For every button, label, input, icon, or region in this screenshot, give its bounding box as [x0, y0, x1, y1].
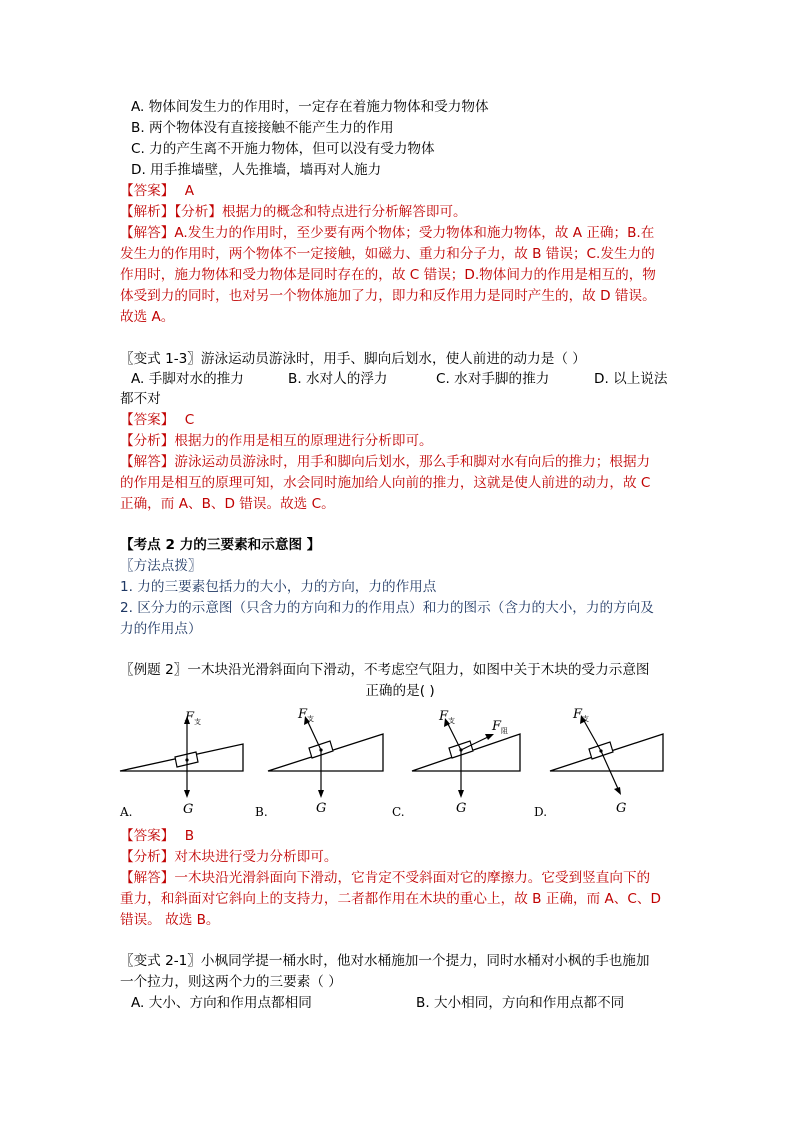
- v21-option-a: A. 大小、方向和作用点都相同: [131, 995, 312, 1011]
- support-force-arrow: [307, 720, 321, 750]
- support-force-subscript: 支: [307, 715, 314, 723]
- q1-option-d: D. 用手推墙壁，人先推墙，墙再对人施力: [131, 162, 382, 178]
- gravity-label: G: [456, 801, 467, 816]
- answer-value: B: [184, 828, 195, 844]
- support-force-label: F: [439, 709, 449, 724]
- kp2-point: 力的作用点）: [120, 621, 202, 637]
- v13-option-c: C. 水对手脚的推力: [436, 371, 550, 387]
- v13-solution-line: 正确，而 A、B、D 错误。故选 C。: [120, 496, 335, 512]
- arrowhead: [614, 787, 621, 795]
- answer-tag: 【答案】: [120, 828, 175, 844]
- v13-option-d: D. 以上说法: [594, 371, 668, 387]
- support-force-arrow: [583, 719, 601, 751]
- friction-force-label: F: [492, 719, 502, 734]
- kp2-point: 2. 区分力的示意图（只含力的方向和力的作用点）和力的图示（含力的大小，力的方向及: [120, 600, 654, 616]
- support-force-subscript: 支: [194, 718, 201, 726]
- ex2-question-line2: 正确的是( ): [365, 683, 435, 699]
- arrowhead: [318, 790, 324, 798]
- answer-tag: 【答案】: [120, 183, 175, 199]
- arrowhead: [485, 734, 494, 740]
- q1-analysis-line: 故选 A。: [120, 309, 175, 325]
- kp2-method-tag: 〖方法点拨〗: [120, 558, 202, 574]
- gravity-label: G: [183, 802, 194, 817]
- arrowhead: [458, 790, 464, 798]
- answer-value: C: [184, 412, 195, 428]
- v21-question-line2: 一个拉力，则这两个力的三要素（ ）: [120, 974, 342, 990]
- answer-value: A: [184, 183, 195, 199]
- support-force-label: F: [298, 707, 308, 722]
- v13-option-b: B. 水对人的浮力: [288, 371, 388, 387]
- figure-b: [253, 700, 393, 828]
- q1-analysis-line: 【解答】A.发生力的作用时，至少要有两个物体；受力物体和施力物体，故 A 正确；B.在: [120, 225, 655, 241]
- force-diagrams: [118, 700, 678, 828]
- support-force-subscript: 支: [582, 715, 589, 723]
- v13-analysis: 【分析】根据力的作用是相互的原理进行分析即可。: [120, 433, 433, 449]
- q1-option-c: C. 力的产生离不开施力物体，但可以没有受力物体: [131, 141, 435, 157]
- v13-option-a: A. 手脚对水的推力: [131, 371, 244, 387]
- kp2-title: 【考点 2 力的三要素和示意图 】: [120, 537, 321, 553]
- v21-question-line1: 〖变式 2-1〗小枫同学提一桶水时，他对水桶施加一个提力，同时水桶对小枫的手也施加: [120, 953, 650, 969]
- v13-solution-line: 的作用是相互的原理可知，水会同时施加给人向前的推力，这就是使人前进的动力，故 C: [120, 475, 651, 491]
- ex2-solution-line: 错误。 故选 B。: [120, 912, 220, 928]
- answer-tag: 【答案】: [120, 412, 175, 428]
- figure-label: C.: [392, 805, 405, 819]
- v13-question: 〖变式 1-3〗游泳运动员游泳时，用手、脚向后划水，使人前进的动力是（ ）: [120, 351, 586, 367]
- friction-force-subscript: 阻: [501, 727, 508, 735]
- arrowhead: [184, 790, 190, 798]
- q1-analysis-line: 【解析】【分析】根据力的概念和特点进行分析解答即可。: [120, 204, 467, 220]
- ex2-answer: [120, 826, 680, 846]
- figure-label: D.: [534, 805, 548, 819]
- q1-analysis-line: 作用时，施力物体和受力物体是同时存在的，故 C 错误；D.物体间力的作用是相互的，物: [120, 267, 656, 283]
- figure-d: [528, 700, 678, 828]
- figure-a: [118, 700, 258, 828]
- figure-label: B.: [255, 805, 268, 819]
- v13-solution-line: 【解答】游泳运动员游泳时，用手和脚向后划水，那么手和脚对水有向后的推力；根据力: [120, 454, 651, 470]
- ex2-question-line1: 〖例题 2〗一木块沿光滑斜面向下滑动，不考虑空气阻力，如图中关于木块的受力示意图: [120, 662, 650, 678]
- figure-label: A.: [120, 805, 133, 819]
- q1-answer: [120, 181, 680, 201]
- ex2-solution-line: 重力，和斜面对它斜向上的支持力，二者都作用在木块的重心上，故 B 正确，而 A、C、D: [120, 891, 661, 907]
- v13-answer: [120, 410, 680, 430]
- v13-option-tail: 都不对: [120, 391, 161, 407]
- q1-analysis-line: 体受到力的同时，也对另一个物体施加了力，即力和反作用力是同时产生的，故 D 错误。: [120, 288, 656, 304]
- v21-option-b: B. 大小相同，方向和作用点都不同: [416, 995, 625, 1011]
- ex2-solution-line: 【解答】一木块沿光滑斜面向下滑动，它肯定不受斜面对它的摩擦力。它受到竖直向下的: [120, 870, 651, 886]
- q1-option-b: B. 两个物体没有直接接触不能产生力的作用: [131, 120, 394, 136]
- q1-analysis-line: 发生力的作用时，两个物体不一定接触，如磁力、重力和分子力，故 B 错误；C.发生力的: [120, 246, 655, 262]
- support-force-subscript: 支: [448, 717, 455, 725]
- gravity-label: G: [616, 801, 627, 816]
- ex2-analysis: 【分析】对木块进行受力分析即可。: [120, 849, 338, 865]
- kp2-point: 1. 力的三要素包括力的大小，力的方向，力的作用点: [120, 579, 437, 595]
- gravity-label: G: [316, 801, 327, 816]
- q1-option-a: A. 物体间发生力的作用时，一定存在着施力物体和受力物体: [131, 99, 489, 115]
- support-force-label: F: [573, 707, 583, 722]
- figure-c: [390, 700, 535, 828]
- support-force-label: F: [185, 710, 195, 725]
